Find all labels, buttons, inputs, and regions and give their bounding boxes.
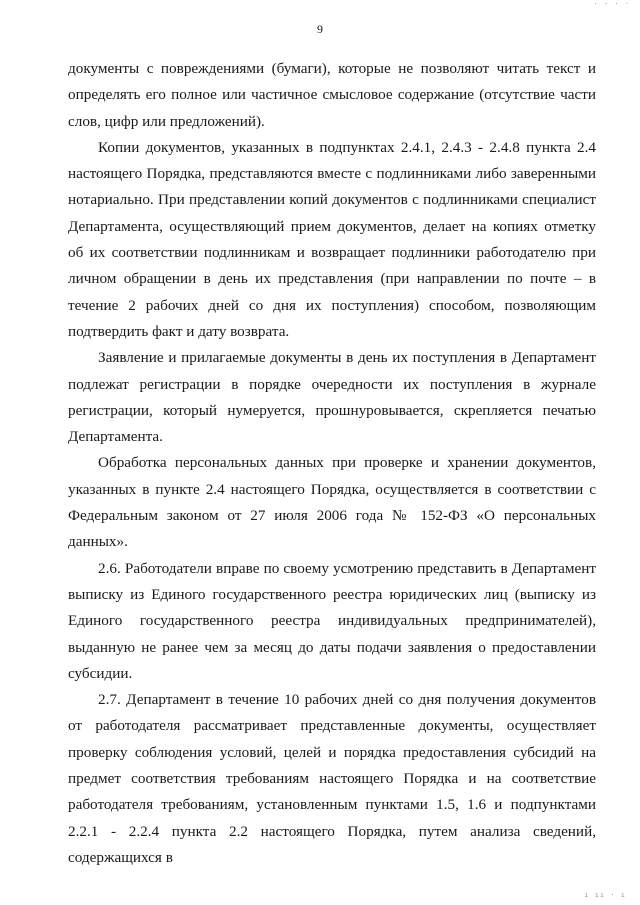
- scan-artifact-mark: · · · ·: [593, 0, 630, 8]
- paragraph-registration: Заявление и прилагаемые документы в день их поступления в Департамент подлежат регистрации в порядке очередности их поступления в журнале регистрации, который нумеруется, прошнуровывается, скрепляется печатью Департамента.: [68, 349, 596, 446]
- page-number: 9: [317, 22, 323, 36]
- scan-artifact-mark-bottom: ı ıı · ı: [584, 891, 626, 899]
- paragraph-copies-of-documents: Копии документов, указанных в подпунктах 2.4.1, 2.4.3 - 2.4.8 пункта 2.4 настоящего Порядка, представляются вместе с подлинниками либо заверенными нотариально. При представлении копий документов с подлинниками специалист Департамента, осуществляющий прием документов, делает на копиях отметку об их соответствии подлинникам и возвращает подлинники работодателю при личном обращении в день их представления (при направлении по почте – в течение 2 рабочих дней со дня их поступления) способом, позволяющим подтвердить факт и дату возврата.: [68, 138, 596, 340]
- paragraph-2-7: 2.7. Департамент в течение 10 рабочих дней со дня получения документов от работодателя рассматривает представленные документы, осуществляет проверку соблюдения условий, целей и порядка предоставления субсидий на предмет соответствия требованиям настоящего Порядка и на соответствие работодателя требованиям, установленным пунктами 1.5, 1.6 и подпунктами 2.2.1 - 2.2.4 пункта 2.2 настоящего Порядка, путем анализа сведений, содержащихся в: [68, 691, 596, 866]
- paragraph-continuation: документы с повреждениями (бумаги), которые не позволяют читать текст и определять его полное или частичное смысловое содержание (отсутствие части слов, цифр или предложений).: [68, 60, 596, 130]
- body-text: [68, 56, 596, 871]
- paragraph-personal-data: Обработка персональных данных при проверке и хранении документов, указанных в пункте 2.4 настоящего Порядка, осуществляется в соответствии с Федеральным законом от 27 июля 2006 года № 152-ФЗ «О персональных данных».: [68, 454, 596, 551]
- paragraph-2-6: 2.6. Работодатели вправе по своему усмотрению представить в Департамент выписку из Единого государственного реестра юридических лиц (выписку из Единого государственного реестра индивидуальных предпринимателей), выданную не ранее чем за месяц до даты подачи заявления о предоставлении субсидии.: [68, 559, 596, 682]
